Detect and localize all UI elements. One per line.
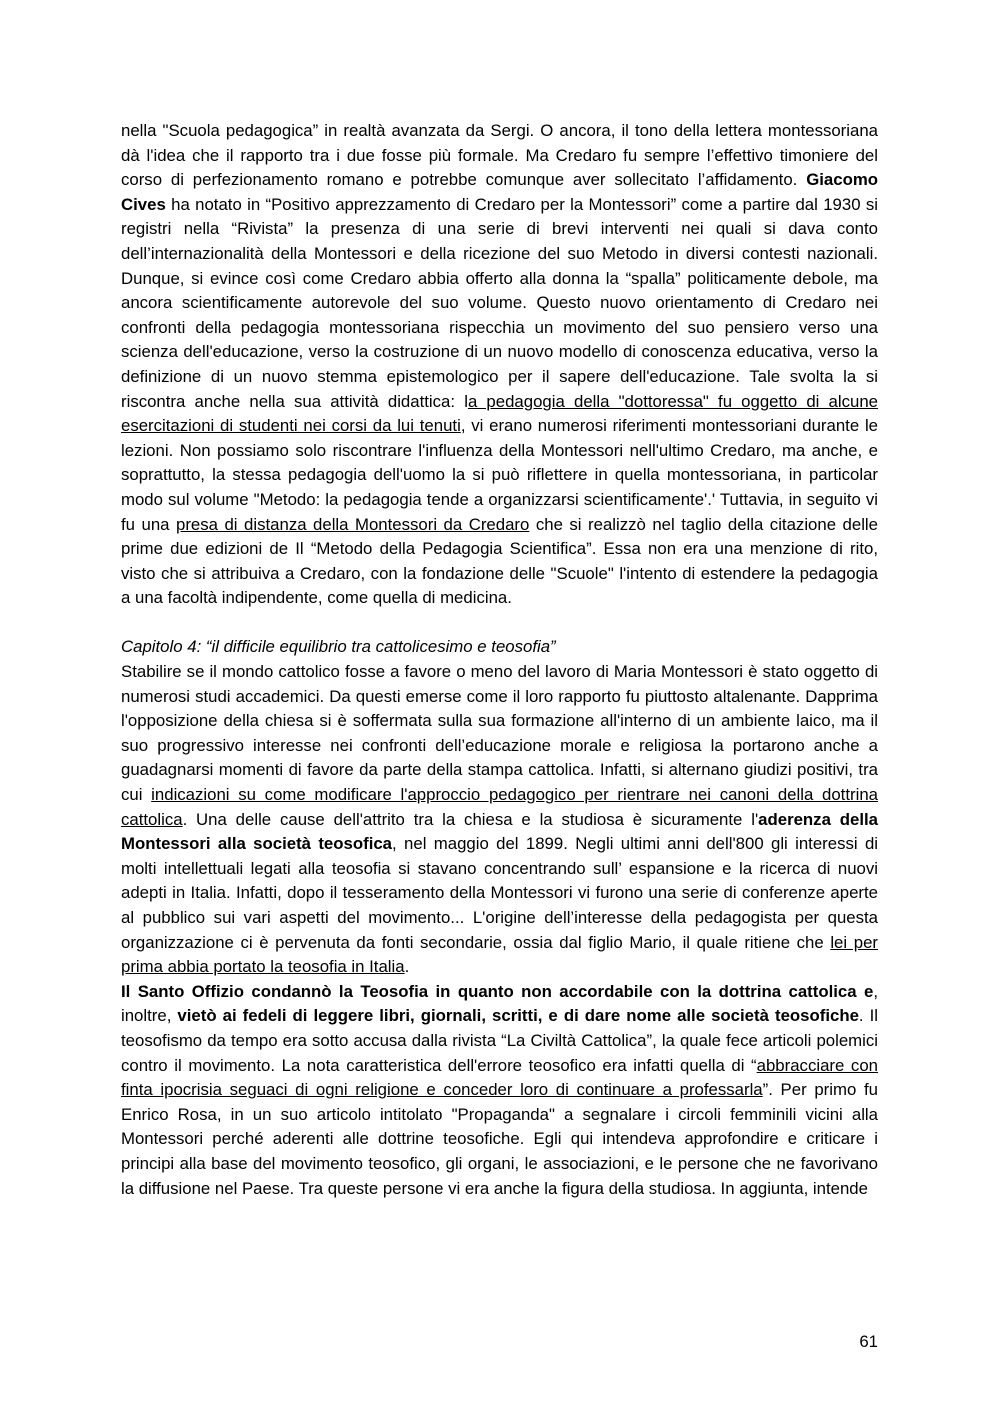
text-run: ”. Per primo fu Enrico Rosa, in un suo articolo intitolato "Propaganda" a segnalare i circoli femminili vicini alla Montessori perché aderenti alle dottrine teosofiche. Egli qui intendeva approfondire e criticare i principi alla base del movimento teosofico, gli organi, le associazioni, e le persone che ne favorivano la diffusione nel Paese. Tra queste persone vi era anche la figura della studiosa. In aggiunta, intende — [121, 1080, 878, 1198]
page-number: 61 — [859, 1332, 878, 1351]
text-run: che si realizzò nel taglio della citazione delle prime due edizioni de Il “Metodo della Pedagogia Scientifica”. Essa non era una menzione di rito, visto che si attribuiva a Credaro, con la fondazione delle "Scuole" l'intento di estendere la pedagogia a una facoltà indipendente, come quella di medicina. — [121, 514, 878, 608]
body-paragraph — [121, 119, 878, 611]
text-run: . — [404, 957, 410, 977]
text-run: ha notato in “Positivo apprezzamento di Credaro per la Montessori” come a partire dal 1930 si registri nella “Rivista” la presenza di una serie di brevi interventi nei quali si dava conto dell’internazionalità della Montessori e della ricezione del suo Metodo in diversi contesti nazionali. Dunque, si evince così come Credaro abbia offerto alla donna la “spalla” politicamente debole, ma ancora scientificamente autorevole del suo volume. Questo nuovo orientamento di Credaro nei confronti della pedagogia montessoriana rispecchia un movimento del suo pensiero verso una scienza dell'educazione, verso la costruzione di un nuovo modello di conoscenza educativa, verso la definizione di un nuovo stemma epistemologico per il sapere dell'educazione. Tale svolta la si riscontra anche nella sua attività didattica: l — [121, 194, 878, 411]
bold-text: Il Santo Offizio condannò la Teosofia in quanto non accordabile con la dottrina cattolica e — [121, 981, 874, 1001]
body-paragraph — [121, 660, 878, 980]
underlined-text: indicazioni su come modificare l'approccio pedagogico per rientrare nei canoni della dottrina cattolica — [121, 785, 878, 829]
text-run: , inoltre, — [121, 981, 878, 1026]
underlined-text: a pedagogia della "dottoressa" fu oggetto di alcune esercitazioni di studenti nei corsi da lui tenuti — [121, 391, 878, 436]
text-run: Stabilire se il mondo cattolico fosse a favore o meno del lavoro di Maria Montessori è stato oggetto di numerosi studi accademici. Da questi emerse come il loro rapporto fu piuttosto altalenante. Dapprima l'opposizione della chiesa si è soffermata sulla sua formazione all'interno di un ambiente laico, ma il suo progressivo interesse nei confronti dell’educazione morale e religiosa la portarono anche a guadagnarsi momenti di favore da parte della stampa cattolica. Infatti, si alternano giudizi positivi, tra cui — [121, 662, 878, 805]
underlined-text: lei per prima abbia portato la teosofia in Italia — [121, 932, 878, 977]
text-run: . Il teosofismo da tempo era sotto accusa dalla rivista “La Civiltà Cattolica”, la quale fece articoli polemici contro il movimento. La nota caratteristica dell'errore teosofico era infatti quella di “ — [121, 1006, 879, 1075]
underlined-text: abbracciare con finta ipocrisia seguaci di ogni religione e conceder loro di continuare a professarla — [121, 1055, 878, 1100]
text-run: , nel maggio del 1899. Negli ultimi anni dell'800 gli interessi di molti intellettuali legati alla teosofia si stavano concentrando sull’ espansione e la ricerca di nuovi adepti in Italia. Infatti, dopo il tesseramento della Montessori vi furono una serie di conferenze aperte al pubblico sui vari aspetti del movimento... L'origine dell’interesse della pedagogista per questa organizzazione ci è pervenuta da fonti secondarie, ossia dal figlio Mario, il quale ritiene che — [121, 834, 879, 952]
text-run: , vi erano numerosi riferimenti montessoriani durante le lezioni. Non possiamo solo riscontrare l'influenza della Montessori nell'ultimo Credaro, ma anche, e soprattutto, la stessa pedagogia dell'uomo la si può riflettere in quella montessoriana, in particolar modo sul volume "Metodo: la pedagogia tende a organizzarsi scientificamente'.' Tuttavia, in seguito vi fu una — [121, 416, 878, 534]
bold-text: vietò ai fedeli di leggere libri, giornali, scritti, e di dare nome alle società teosofiche — [177, 1006, 859, 1026]
bold-text: aderenza della Montessori alla società teosofica — [121, 809, 878, 854]
text-run: . Una delle cause dell'attrito tra la chiesa e la studiosa è sicuramente l' — [182, 809, 759, 829]
chapter-section — [121, 660, 878, 1201]
chapter-heading: Capitolo 4: “il difficile equilibrio tra cattolicesimo e teosofia” — [121, 637, 556, 657]
text-run: nella "Scuola pedagogica” in realtà avanzata da Sergi. O ancora, il tono della lettera montessoriana dà l'idea che il rapporto tra i due fosse più formale. Ma Credaro fu sempre l’effettivo timoniere del corso di perfezionamento romano e potrebbe comunque aver sollecitato l’affidamento. — [121, 121, 878, 190]
page-body — [121, 119, 878, 1201]
underlined-text: presa di distanza della Montessori da Credaro — [176, 514, 530, 534]
bold-text: Giacomo Cives — [121, 170, 878, 214]
intro-section — [121, 119, 878, 611]
body-paragraph — [121, 980, 878, 1201]
